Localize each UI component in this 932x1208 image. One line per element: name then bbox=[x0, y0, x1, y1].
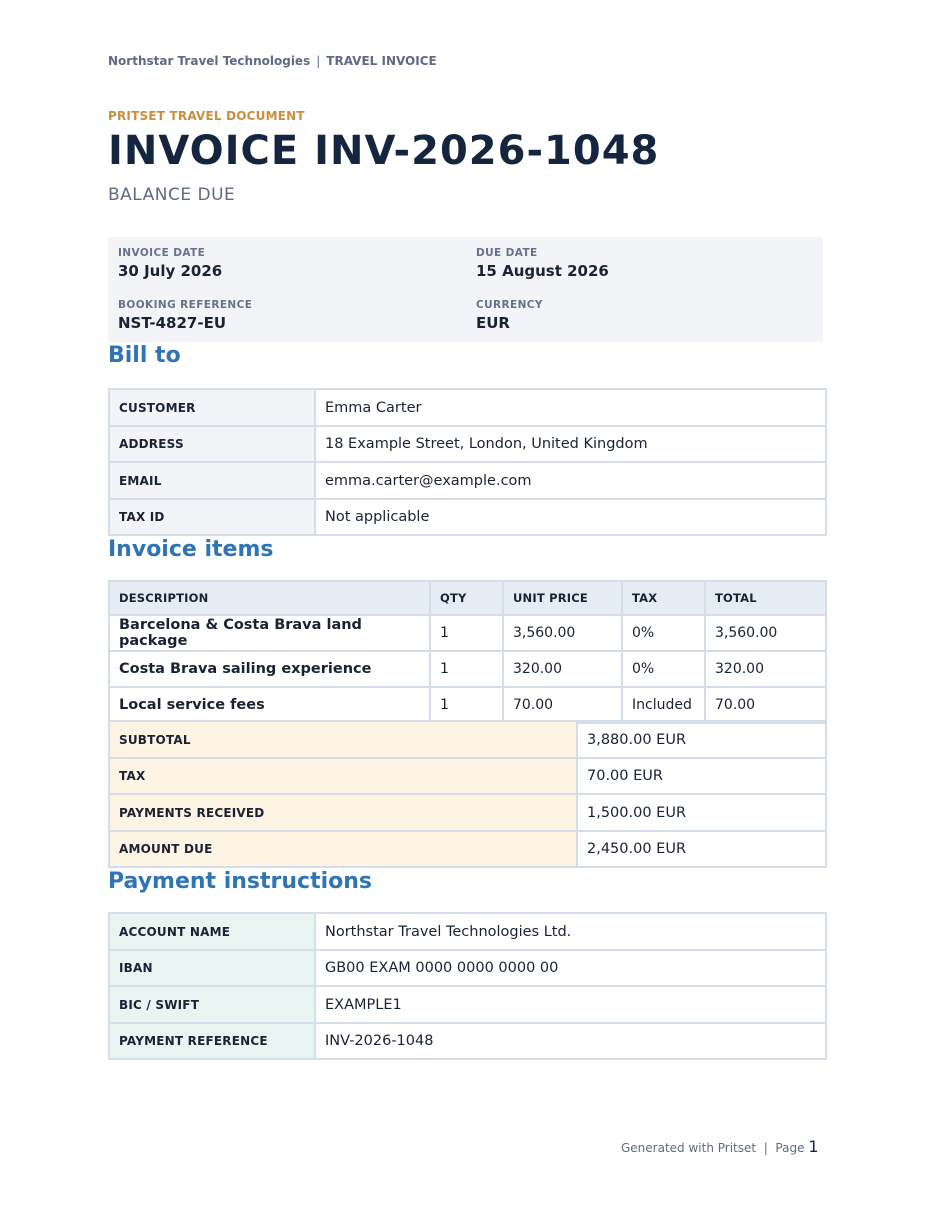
table-row bbox=[109, 426, 826, 462]
invoice-date-label: INVOICE DATE bbox=[118, 247, 206, 259]
tax-id-value: Not applicable bbox=[315, 499, 826, 535]
page-number: 1 bbox=[808, 1137, 819, 1156]
table-row bbox=[109, 615, 826, 651]
payment-instructions-heading: Payment instructions bbox=[108, 869, 373, 894]
table-row bbox=[109, 462, 826, 499]
column-header-tax: TAX bbox=[622, 581, 705, 615]
payment-reference-label: PAYMENT REFERENCE bbox=[109, 1023, 315, 1059]
company-name: Northstar Travel Technologies bbox=[108, 54, 311, 68]
item-unit-price: 70.00 bbox=[503, 687, 622, 723]
customer-value: Emma Carter bbox=[315, 389, 826, 426]
item-description: Costa Brava sailing experience bbox=[109, 651, 430, 687]
address-value: 18 Example Street, London, United Kingdom bbox=[315, 426, 826, 462]
bill-to-heading: Bill to bbox=[108, 343, 181, 368]
invoice-date-value: 30 July 2026 bbox=[118, 262, 223, 280]
table-row bbox=[109, 1023, 826, 1059]
table-row bbox=[109, 389, 826, 426]
due-date-label: DUE DATE bbox=[476, 247, 538, 259]
bic-swift-label: BIC / SWIFT bbox=[109, 986, 315, 1023]
item-qty: 1 bbox=[430, 615, 503, 651]
account-name-label: ACCOUNT NAME bbox=[109, 913, 315, 950]
table-row bbox=[109, 950, 826, 986]
column-header-unit-price: UNIT PRICE bbox=[503, 581, 622, 615]
invoice-items-table bbox=[108, 580, 827, 724]
column-header-total: TOTAL bbox=[705, 581, 826, 615]
booking-reference-label: BOOKING REFERENCE bbox=[118, 299, 253, 311]
invoice-date-block bbox=[118, 247, 222, 280]
item-qty: 1 bbox=[430, 687, 503, 723]
table-row bbox=[109, 651, 826, 687]
footer-separator bbox=[756, 1141, 775, 1155]
payments-received-value: 1,500.00 EUR bbox=[577, 794, 826, 831]
item-total: 3,560.00 bbox=[705, 615, 826, 651]
table-row bbox=[109, 758, 826, 794]
item-tax: 0% bbox=[622, 615, 705, 651]
page-label: Page bbox=[775, 1141, 805, 1155]
item-unit-price: 3,560.00 bbox=[503, 615, 622, 651]
payment-reference-value: INV-2026-1048 bbox=[315, 1023, 826, 1059]
table-row bbox=[109, 499, 826, 535]
iban-label: IBAN bbox=[109, 950, 315, 986]
document-kicker: PRITSET TRAVEL DOCUMENT bbox=[108, 109, 305, 123]
table-header-row bbox=[109, 581, 826, 615]
tax-total-label: TAX bbox=[109, 758, 577, 794]
running-header bbox=[108, 54, 437, 68]
address-label: ADDRESS bbox=[109, 426, 315, 462]
footer-separator-glyph: | bbox=[763, 1141, 768, 1155]
column-header-qty: QTY bbox=[430, 581, 503, 615]
item-tax: 0% bbox=[622, 651, 705, 687]
amount-due-label: AMOUNT DUE bbox=[109, 831, 577, 867]
table-row bbox=[109, 721, 826, 758]
document-type: TRAVEL INVOICE bbox=[326, 54, 437, 68]
currency-block bbox=[476, 299, 543, 332]
payment-instructions-table bbox=[108, 912, 827, 1060]
due-date-block bbox=[476, 247, 609, 280]
item-unit-price: 320.00 bbox=[503, 651, 622, 687]
currency-value: EUR bbox=[476, 314, 510, 332]
email-value: emma.carter@example.com bbox=[315, 462, 826, 499]
item-qty: 1 bbox=[430, 651, 503, 687]
iban-value: GB00 EXAM 0000 0000 0000 00 bbox=[315, 950, 826, 986]
header-separator: | bbox=[316, 54, 321, 68]
subtotal-value: 3,880.00 EUR bbox=[577, 721, 826, 758]
amount-due-value: 2,450.00 EUR bbox=[577, 831, 826, 867]
email-label: EMAIL bbox=[109, 462, 315, 499]
bic-swift-value: EXAMPLE1 bbox=[315, 986, 826, 1023]
booking-reference-block bbox=[118, 299, 252, 332]
item-total: 70.00 bbox=[705, 687, 826, 723]
tax-id-label: TAX ID bbox=[109, 499, 315, 535]
item-total: 320.00 bbox=[705, 651, 826, 687]
invoice-items-heading: Invoice items bbox=[108, 537, 274, 562]
currency-label: CURRENCY bbox=[476, 299, 543, 311]
account-name-value: Northstar Travel Technologies Ltd. bbox=[315, 913, 826, 950]
table-row bbox=[109, 687, 826, 723]
page-title: INVOICE INV-2026-1048 bbox=[108, 128, 660, 174]
tax-total-value: 70.00 EUR bbox=[577, 758, 826, 794]
table-row bbox=[109, 794, 826, 831]
invoice-meta-box bbox=[108, 237, 823, 342]
table-row bbox=[109, 831, 826, 867]
item-description: Barcelona & Costa Brava land package bbox=[109, 615, 430, 651]
item-description: Local service fees bbox=[109, 687, 430, 723]
subtotal-label: SUBTOTAL bbox=[109, 721, 577, 758]
due-date-value: 15 August 2026 bbox=[476, 262, 609, 280]
generated-with-label: Generated with Pritset bbox=[621, 1141, 757, 1155]
table-row bbox=[109, 913, 826, 950]
table-row bbox=[109, 986, 826, 1023]
page-footer bbox=[621, 1137, 819, 1156]
column-header-description: DESCRIPTION bbox=[109, 581, 430, 615]
totals-table bbox=[108, 720, 827, 868]
customer-label: CUSTOMER bbox=[109, 389, 315, 426]
bill-to-table bbox=[108, 388, 827, 536]
payments-received-label: PAYMENTS RECEIVED bbox=[109, 794, 577, 831]
status-badge: BALANCE DUE bbox=[108, 185, 236, 205]
booking-reference-value: NST-4827-EU bbox=[118, 314, 227, 332]
item-tax: Included bbox=[622, 687, 705, 723]
